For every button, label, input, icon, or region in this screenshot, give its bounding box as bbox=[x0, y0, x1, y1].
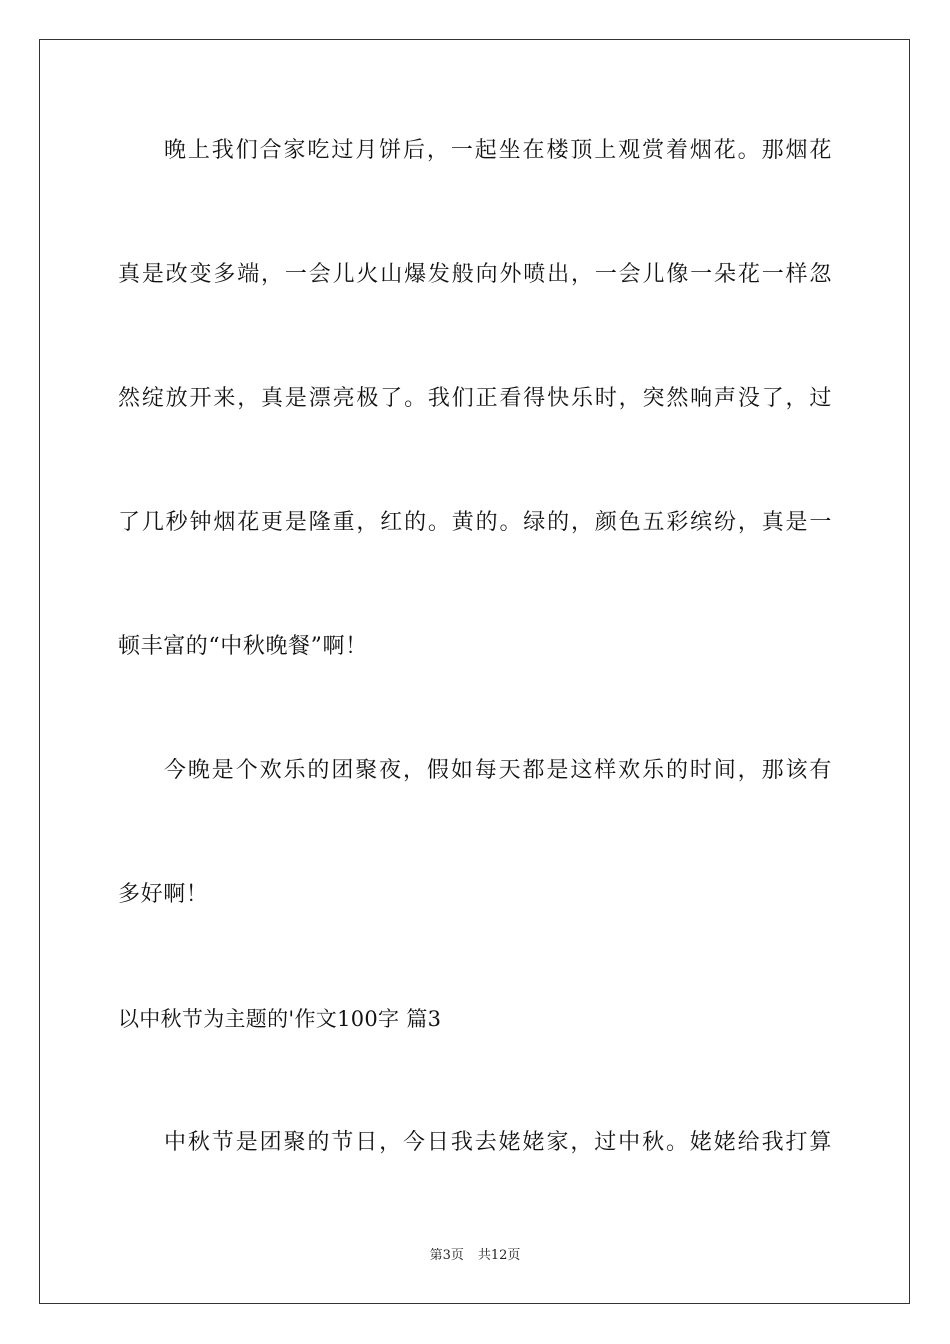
paragraph-line-7: 多好啊！ bbox=[118, 882, 209, 907]
page-number: 第3页 bbox=[429, 1248, 464, 1263]
paragraph-line-4: 了几秒钟烟花更是隆重，红的。黄的。绿的，颜色五彩缤纷，真是一 bbox=[118, 510, 832, 535]
paragraph-line-6: 今晚是个欢乐的团聚夜，假如每天都是这样欢乐的时间，那该有 bbox=[164, 758, 832, 783]
paragraph-line-9: 中秋节是团聚的节日，今日我去姥姥家，过中秋。姥姥给我打算 bbox=[164, 1130, 832, 1155]
paragraph-line-2: 真是改变多端，一会儿火山爆发般向外喷出，一会儿像一朵花一样忽 bbox=[118, 262, 832, 287]
page-frame bbox=[39, 39, 910, 1304]
page-footer bbox=[0, 1247, 950, 1265]
paragraph-line-1: 晚上我们合家吃过月饼后，一起坐在楼顶上观赏着烟花。那烟花 bbox=[164, 138, 832, 163]
section-heading: 以中秋节为主题的'作文100字 篇3 bbox=[118, 1007, 442, 1031]
paragraph-line-3: 然绽放开来，真是漂亮极了。我们正看得快乐时，突然响声没了，过 bbox=[118, 386, 832, 411]
page-total: 共12页 bbox=[477, 1248, 521, 1263]
paragraph-line-5: 顿丰富的“中秋晚餐”啊！ bbox=[118, 634, 368, 659]
